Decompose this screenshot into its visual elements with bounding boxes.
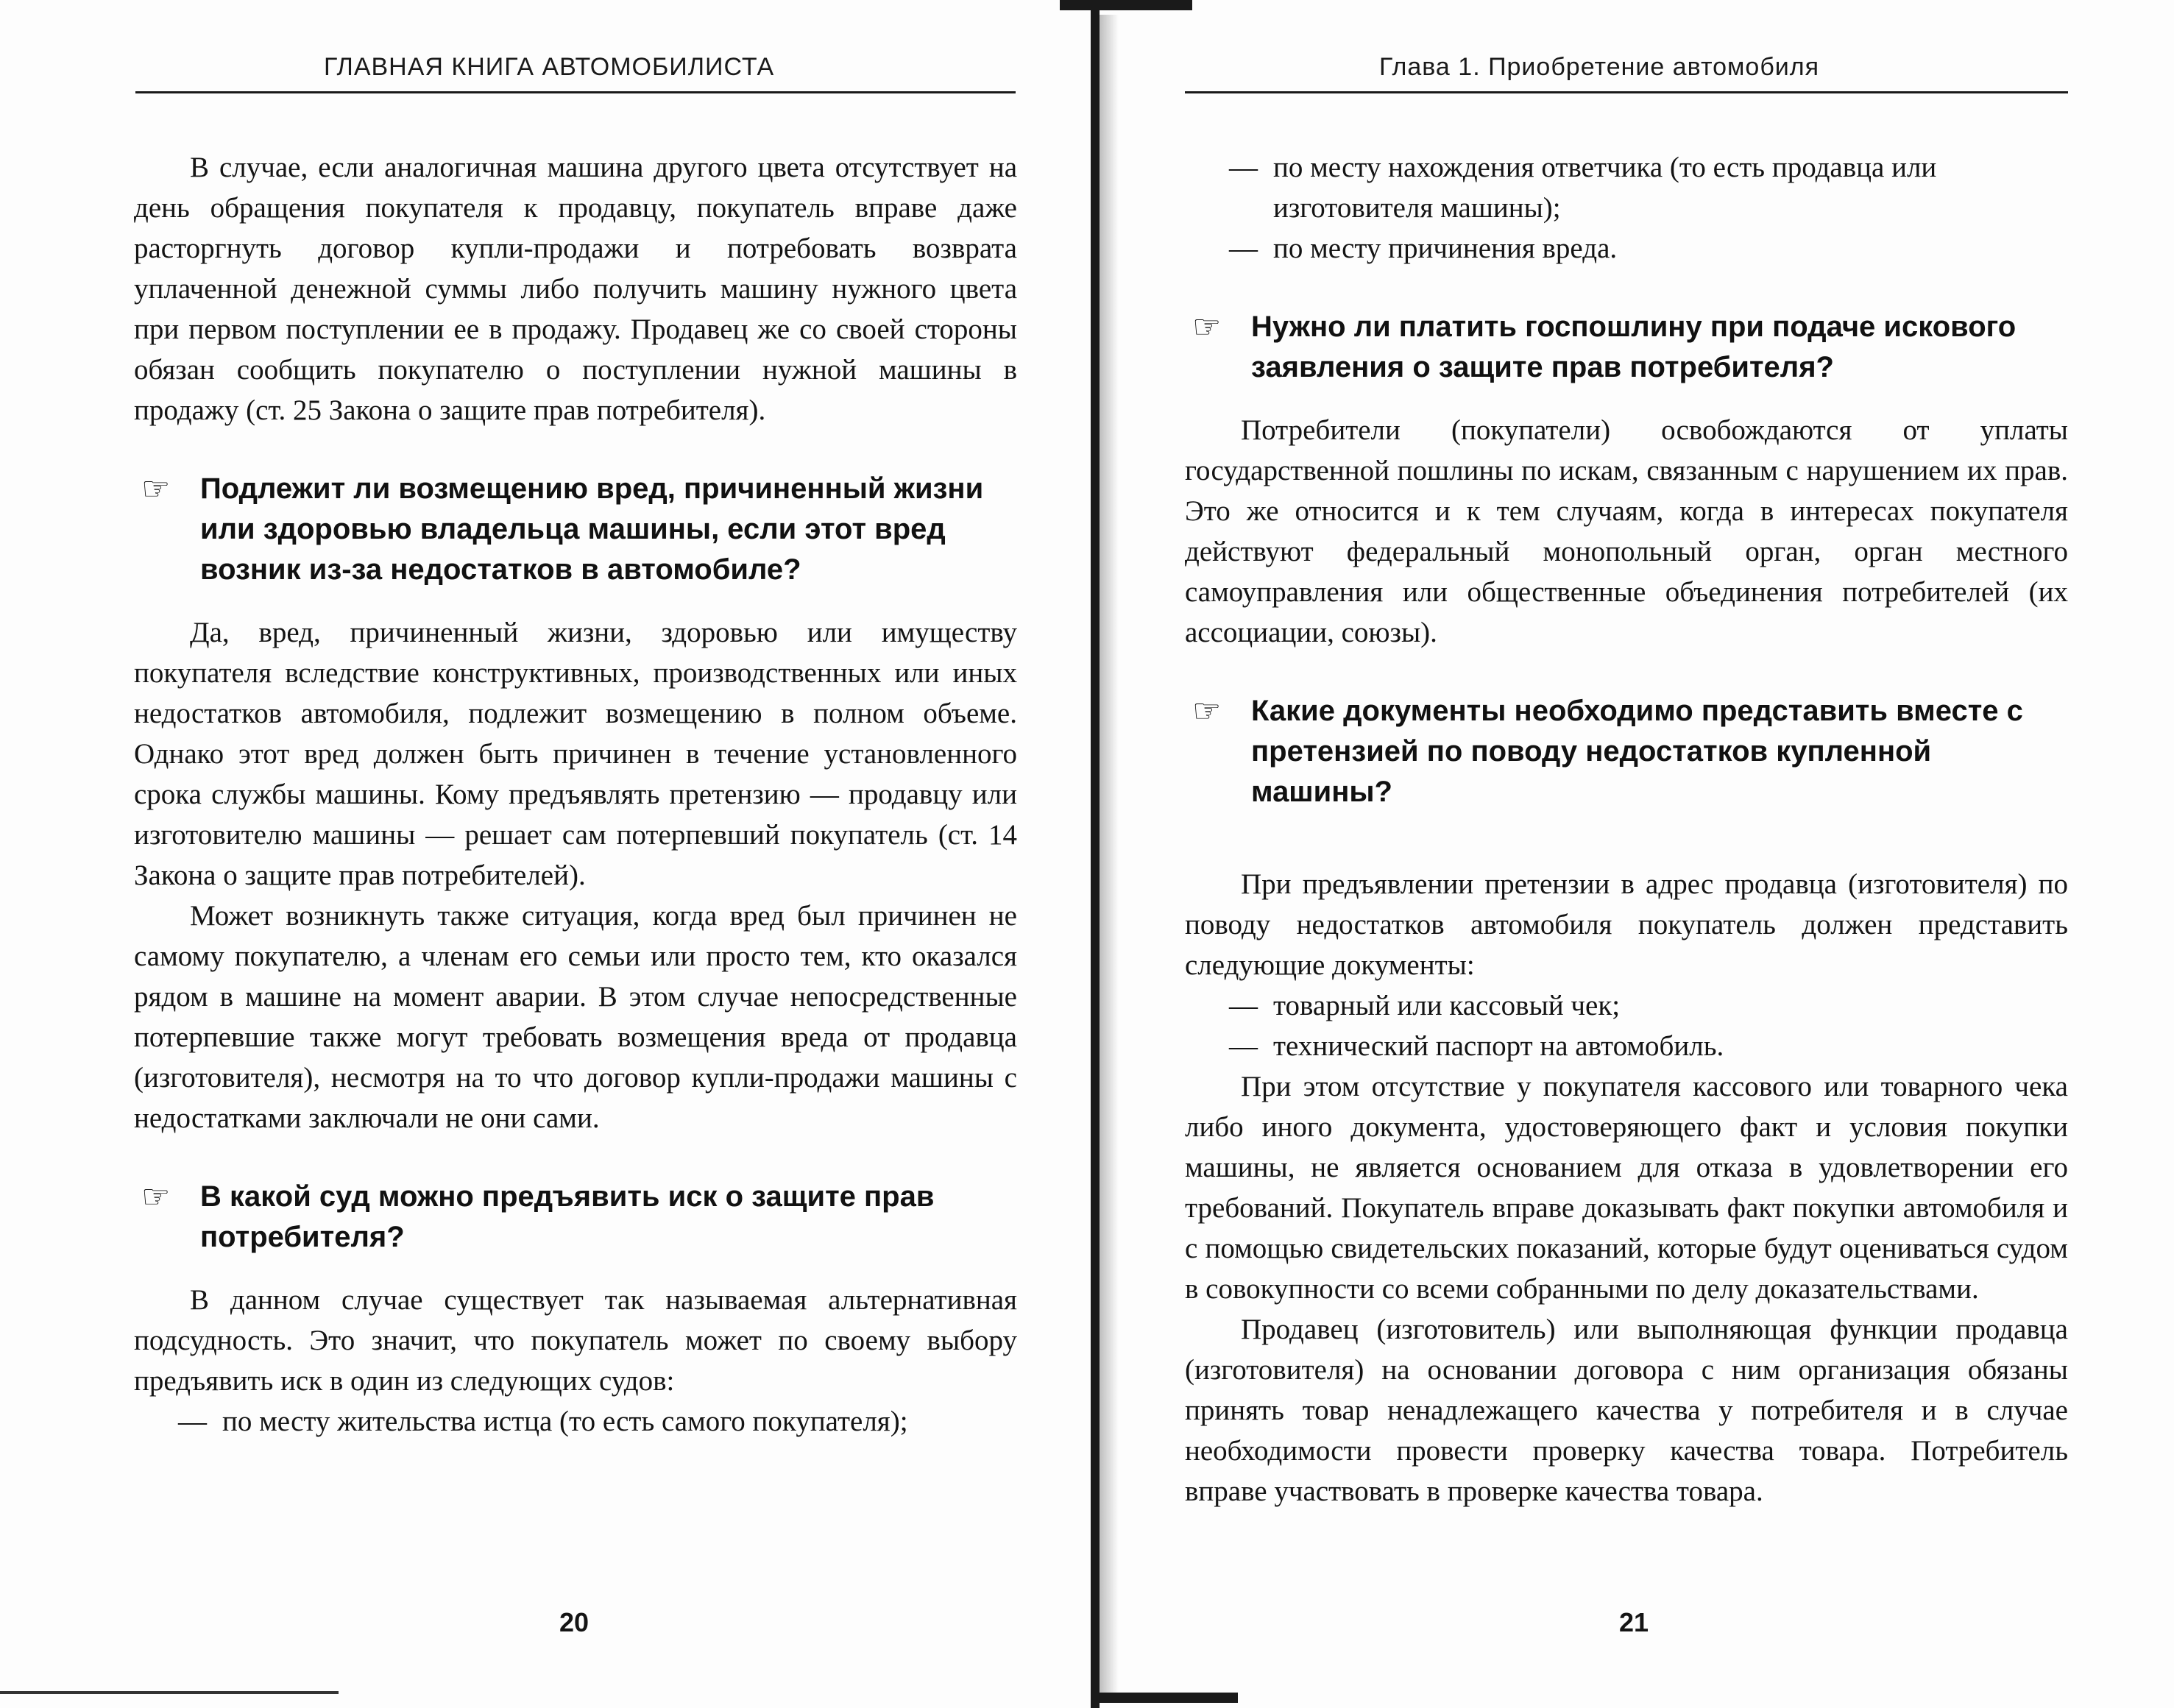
- running-head-right: Глава 1. Приобретение автомобиля: [1379, 53, 1820, 81]
- question-heading: [1192, 307, 2068, 388]
- pointing-hand-icon: ☞: [141, 471, 171, 507]
- question-text: Нужно ли платить госпошлину при подаче искового заявления о защите прав потребителя?: [1251, 311, 2017, 383]
- list-item: — технический паспорт на автомобиль.: [1185, 1026, 2068, 1066]
- paragraph: Может возникнуть также ситуация, когда вред был причинен не самому покупателю, а членам его семьи или просто тем, кто оказался рядом в машине на момент аварии. В этом случае непосредственные потерпевшие также могут требовать возмещения вреда от продавца (изготовителя), несмотря на то что договор купли-продажи машины с недостатками заключали не они сами.: [134, 900, 1017, 1134]
- paragraph: Потребители (покупатели) освобождаются от уплаты государственной пошлины по искам, связанным с нарушением их прав. Это же относится и к тем случаям, когда в интересах покупателя действуют федеральный монопольный орган, орган местного самоуправления или общественные объединения потребителей (их ассоциации, союзы).: [1185, 414, 2068, 648]
- right-page: [1104, 0, 2174, 1708]
- paragraph: При предъявлении претензии в адрес продавца (изготовителя) по поводу недостатков автомобиля покупатель должен представить следующие документы:: [1185, 868, 2068, 981]
- header-rule-left: [135, 91, 1016, 93]
- question-text: Какие документы необходимо представить вместе с претензией по поводу недостатков купленной машины?: [1251, 695, 2023, 808]
- spacer: [1185, 834, 2068, 864]
- documents-list: [1185, 985, 2068, 1066]
- pointing-hand-icon: ☞: [141, 1179, 171, 1215]
- header-rule-right: [1185, 91, 2068, 93]
- page-number-left: 20: [559, 1607, 589, 1637]
- question-heading: [141, 1177, 1017, 1258]
- question-text: В какой суд можно предъявить иск о защите прав потребителя?: [200, 1180, 935, 1253]
- question-heading: [1192, 691, 2068, 812]
- paragraph: В случае, если аналогичная машина другого цвета отсутствует на день обращения покупателя к продавцу, покупатель вправе даже расторгнуть договор купли-продажи и потребовать возврата уплаченной денежной суммы либо получить машину нужного цвета при первом поступлении ее в продажу. Продавец же со своей стороны обязан сообщить покупателю о поступлении нужной машины в продажу (ст. 25 Закона о защите прав потребителя).: [134, 152, 1017, 426]
- paragraph: При этом отсутствие у покупателя кассового или товарного чека либо иного документа, удостоверяющего факт и условия покупки машины, не является основанием для отказа в удовлетворении его требований. Покупатель вправе доказывать факт покупки автомобиля и с помощью свидетельских показаний, которые будут оцениваться судом в совокупности со всеми собранными по делу доказательствами.: [1185, 1071, 2068, 1305]
- court-list-continued: [1185, 147, 2068, 269]
- running-head-left: ГЛАВНАЯ КНИГА АВТОМОБИЛИСТА: [324, 53, 775, 81]
- list-item: — по месту нахождения ответчика (то есть продавца или изготовителя машины);: [1185, 147, 2068, 228]
- paragraph: В данном случае существует так называемая альтернативная подсудность. Это значит, что покупатель может по своему выбору предъявить иск в один из следующих судов:: [134, 1284, 1017, 1397]
- list-item: — товарный или кассовый чек;: [1185, 985, 2068, 1026]
- question-heading: [141, 469, 1017, 590]
- paragraph: Продавец (изготовитель) или выполняющая функции продавца (изготовителя) на основании договора с ним организация обязаны принять товар ненадлежащего качества у потребителя и в случае необходимости провести проверку качества товара. Потребитель вправе участвовать в проверке качества товара.: [1185, 1314, 2068, 1507]
- right-page-content: [1185, 147, 2068, 1512]
- book-spine: [1091, 0, 1100, 1708]
- page-number-right: 21: [1619, 1607, 1649, 1637]
- list-item: — по месту причинения вреда.: [1185, 228, 2068, 269]
- left-page-content: [134, 147, 1017, 1442]
- left-page: [0, 0, 1082, 1708]
- list-item: — по месту жительства истца (то есть самого покупателя);: [134, 1401, 1017, 1442]
- question-text: Подлежит ли возмещению вред, причиненный жизни или здоровью владельца машины, если этот вред возник из-за недостатков в автомобиле?: [200, 472, 984, 586]
- paragraph: Да, вред, причиненный жизни, здоровью или имуществу покупателя вследствие конструктивных, производственных или иных недостатков автомобиля, подлежит возмещению в полном объеме. Однако этот вред должен быть причинен в течение установленного срока службы машины. Кому предъявлять претензию — продавцу или изготовителю машины — решает сам потерпевший покупатель (ст. 14 Закона о защите прав потребителей).: [134, 617, 1017, 891]
- court-list: [134, 1401, 1017, 1442]
- pointing-hand-icon: ☞: [1192, 693, 1222, 729]
- pointing-hand-icon: ☞: [1192, 309, 1222, 345]
